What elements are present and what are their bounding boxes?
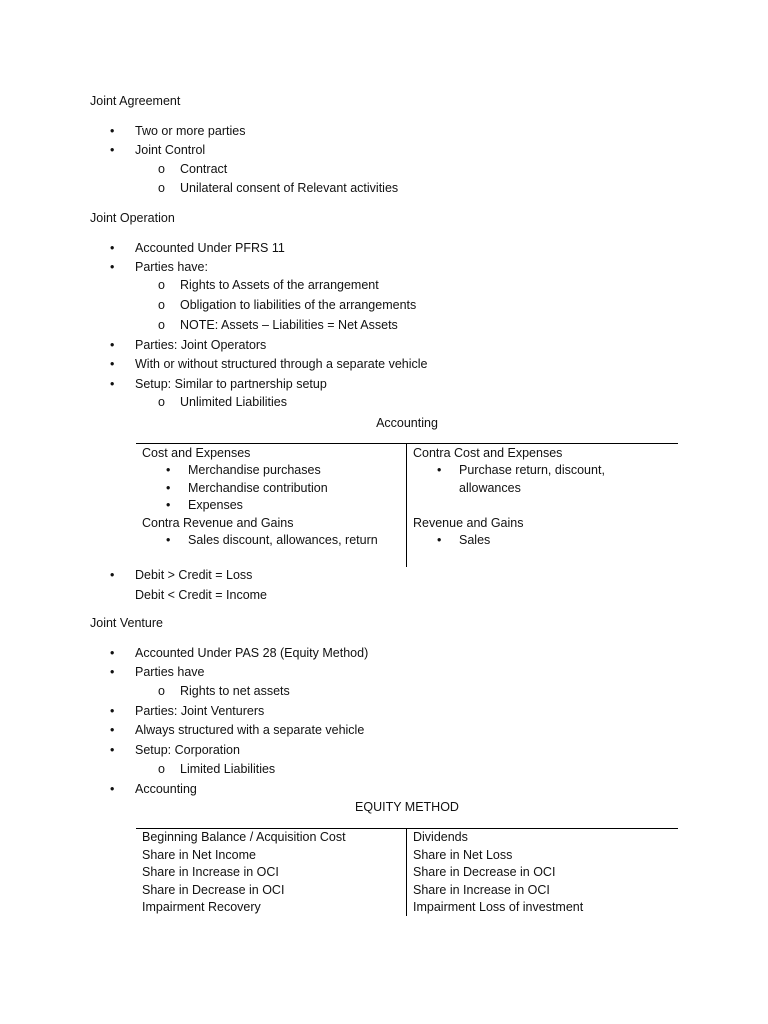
equity-left-cell: Beginning Balance / Acquisition Cost [142, 830, 346, 844]
bullet-marker: • [110, 241, 115, 255]
sub-bullet-marker: o [158, 278, 165, 292]
bullet-marker: • [110, 704, 115, 718]
bullet-marker: • [166, 481, 171, 495]
bullet-marker: • [437, 533, 442, 547]
equity-left-cell: Share in Decrease in OCI [142, 883, 285, 897]
equity-left-cell: Share in Net Income [142, 848, 256, 862]
bullet-marker: • [110, 338, 115, 352]
table-divider [406, 443, 407, 567]
bullet-marker: • [166, 463, 171, 477]
bullet-marker: • [110, 646, 115, 660]
equity-table-divider [406, 828, 407, 916]
sub-bullet-marker: o [158, 181, 165, 195]
bullet-marker: • [110, 665, 115, 679]
heading-joint-agreement: Joint Agreement [90, 94, 181, 108]
bullet-marker: • [110, 260, 115, 274]
bullet-marker: • [110, 743, 115, 757]
table-top-rule [136, 443, 678, 444]
table-cell-heading: Contra Cost and Expenses [413, 446, 563, 460]
sub-bullet-marker: o [158, 298, 165, 312]
equity-table-top-rule [136, 828, 678, 829]
table-cell-continuation: allowances [459, 481, 521, 495]
equity-left-cell: Impairment Recovery [142, 900, 261, 914]
equity-right-cell: Share in Decrease in OCI [413, 865, 556, 879]
bullet-marker: • [110, 782, 115, 796]
equity-right-cell: Dividends [413, 830, 468, 844]
sub-bullet-marker: o [158, 318, 165, 332]
equity-right-cell: Impairment Loss of investment [413, 900, 584, 914]
table-cell-heading: Revenue and Gains [413, 516, 524, 530]
bullet-marker: • [437, 463, 442, 477]
bullet-marker: • [110, 143, 115, 157]
bullet-marker: • [110, 377, 115, 391]
sub-bullet-marker: o [158, 395, 165, 409]
sub-bullet-marker: o [158, 762, 165, 776]
bullet-marker: • [110, 568, 115, 582]
document-page: Joint Agreement • Two or more parties • Joint Control o Contract o Unilateral consent of Relevant activities Joint Operation • Accounted Under PFRS 11 • Parties have: o Rights to Assets of the arrangement o Obligation to liabilities of the arrangements o NOTE: Assets – Liabilities = Net Assets • Parties: Joint Operators • With or without structured through a separate vehicle • Setup: Similar to partnership setup o Unlimited Liabilities Accounting Cost and Expenses • Merchandise purchases • Merchandise contribution • Expenses Contra Revenue and Gains • Sales discount, allowances, return Contra Cost and Expenses • Purchase return, discount, allowances Revenue and Gains • Sales • Debit > Credit = Loss Debit < Credit = Income Joint Venture • Accounted Under PAS 28 (Equity Method) • Parties have o Rights to net assets • Parties: Joint Venturers • Always structured with a separate vehicle • Setup: Corporation o Limited Liabilities • Accounting EQUITY METHOD Beginning Balance / Acquisition Cost Share in Net Income Share in Increase in OCI Share in Decrease in OCI Impairment Recovery Dividends Share in Net Loss Share in Decrease in OCI Share in Increase in OCI Impairment Loss of investment [0, 0, 768, 1024]
bullet-marker: • [110, 723, 115, 737]
bullet-marker: • [110, 357, 115, 371]
result-line: Debit < Credit = Income [135, 588, 268, 602]
equity-right-cell: Share in Increase in OCI [413, 883, 550, 897]
heading-joint-venture: Joint Venture [90, 616, 163, 630]
sub-bullet-marker: o [158, 684, 165, 698]
table-cell-heading: Contra Revenue and Gains [142, 516, 294, 530]
equity-left-cell: Share in Increase in OCI [142, 865, 279, 879]
bullet-marker: • [166, 498, 171, 512]
sub-bullet-marker: o [158, 162, 165, 176]
equity-right-cell: Share in Net Loss [413, 848, 513, 862]
table-cell-heading: Cost and Expenses [142, 446, 251, 460]
heading-joint-operation: Joint Operation [90, 211, 175, 225]
accounting-title: Accounting [376, 416, 438, 430]
bullet-marker: • [110, 124, 115, 138]
bullet-marker: • [166, 533, 171, 547]
equity-method-title: EQUITY METHOD [355, 800, 459, 814]
